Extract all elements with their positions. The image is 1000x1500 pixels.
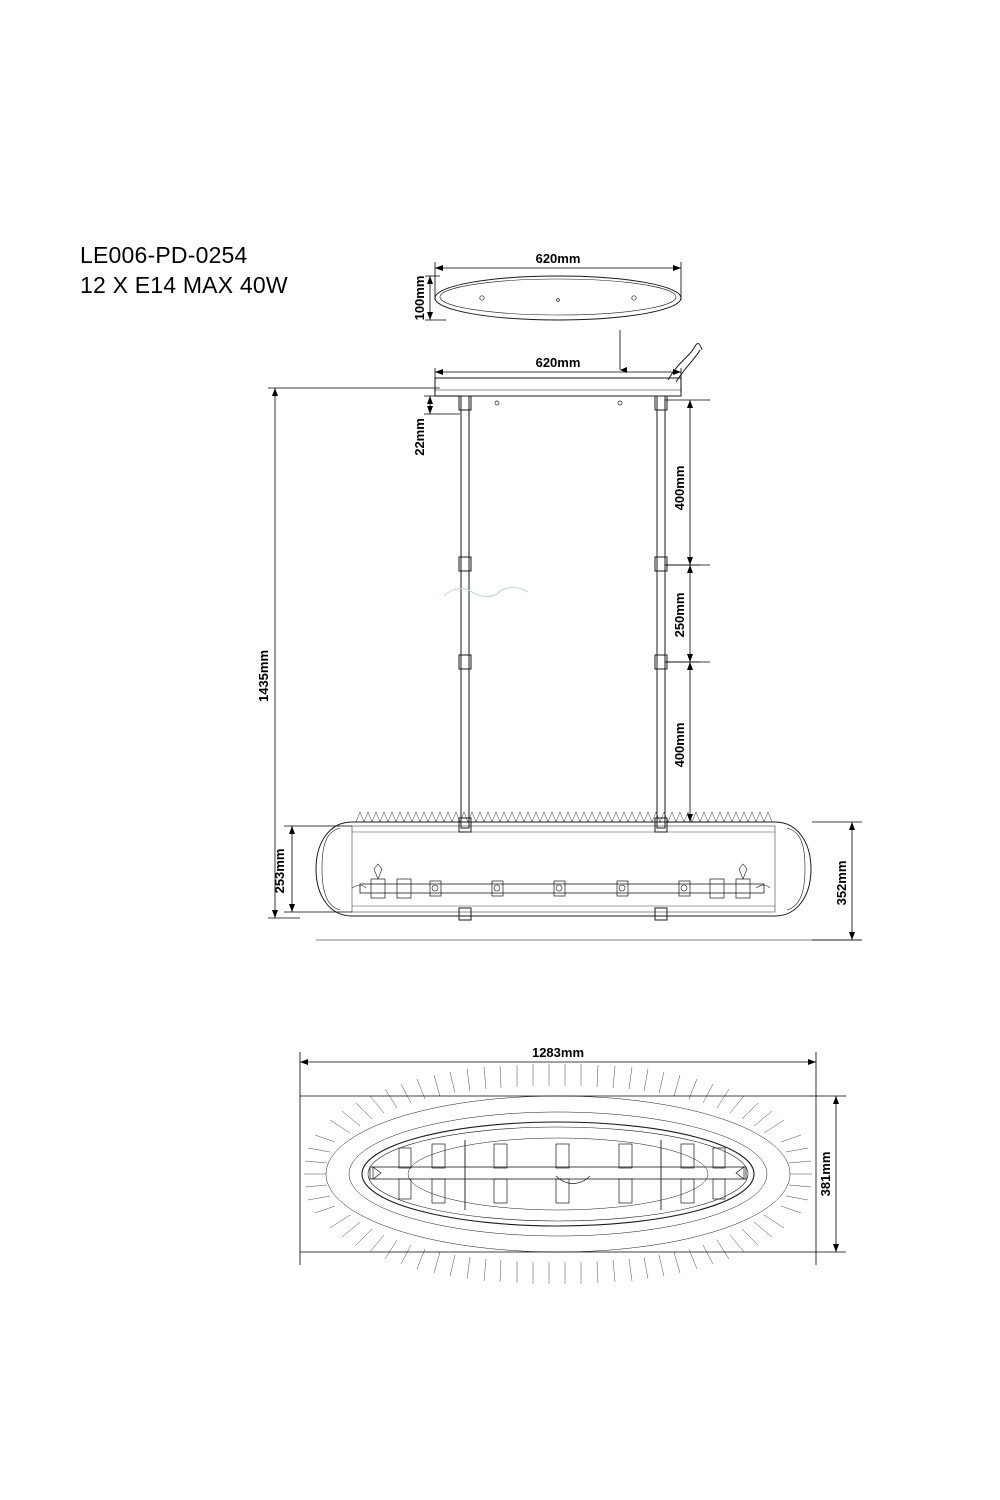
lamp-socket	[397, 879, 411, 898]
lamp-socket	[430, 881, 441, 896]
shade-elevation	[316, 822, 811, 916]
plan-bar-end-left	[373, 1167, 381, 1179]
lamp-socket	[710, 879, 724, 898]
suspension-rod-left	[461, 396, 469, 828]
canopy-outline	[435, 276, 681, 320]
plan-depth-label: 381mm	[818, 1151, 833, 1197]
plan-lamp-sockets-top	[399, 1144, 725, 1168]
plan-dimensions	[300, 1052, 846, 1265]
canopy-inner-outline	[440, 279, 676, 315]
lamp-spec: 12 X E14 MAX 40W	[80, 272, 288, 299]
power-cable	[668, 344, 702, 380]
canopy-dimensions	[425, 262, 681, 320]
suspension-rod-right	[657, 396, 665, 828]
canopy-height-label: 100mm	[412, 275, 427, 321]
model-code: LE006-PD-0254	[80, 242, 248, 268]
shade-inner-height-label: 253mm	[272, 848, 287, 894]
canopy-width-label: 620mm	[535, 251, 581, 266]
lamp-bar	[352, 864, 770, 898]
title-block	[80, 240, 288, 301]
total-drop-label: 1435mm	[256, 649, 271, 703]
plan-frame-outer	[362, 1122, 754, 1226]
elevation-canopy-width-label: 620mm	[535, 355, 581, 370]
canopy-plan-view	[435, 276, 681, 320]
elevation-canopy-plate	[435, 378, 681, 396]
front-elevation-dimensions	[268, 368, 862, 940]
stem-gap-label: 22mm	[412, 418, 427, 456]
plan-length-label: 1283mm	[531, 1045, 585, 1060]
crystal-fringe-top	[356, 812, 772, 822]
canopy-hole-center	[557, 299, 560, 302]
bottom-plan-view	[304, 1064, 812, 1284]
lamp-socket	[679, 881, 690, 896]
watermark	[444, 588, 528, 597]
canopy-hole-right	[632, 296, 636, 300]
plan-frame-inner	[368, 1127, 748, 1221]
lamp-socket	[554, 881, 565, 896]
plan-lamp-bar	[370, 1167, 746, 1179]
plate-screw-right	[618, 401, 622, 405]
rod-left-foot	[459, 908, 471, 920]
rod-upper-label: 400mm	[672, 465, 687, 511]
lamp-socket	[617, 881, 628, 896]
rod-lower-label: 400mm	[672, 722, 687, 768]
plan-lamp-sockets-bottom	[399, 1179, 725, 1203]
plan-wiring	[556, 1176, 590, 1184]
plate-screw-left	[495, 401, 499, 405]
plan-bar-end-right	[736, 1167, 744, 1179]
rod-right-foot	[655, 908, 667, 920]
front-elevation-view	[316, 344, 811, 920]
shade-outer-height-label: 352mm	[834, 860, 849, 906]
lamp-socket	[492, 881, 503, 896]
canopy-hole-left	[480, 296, 484, 300]
rod-middle-label: 250mm	[672, 592, 687, 638]
plan-frame-core	[408, 1138, 708, 1210]
